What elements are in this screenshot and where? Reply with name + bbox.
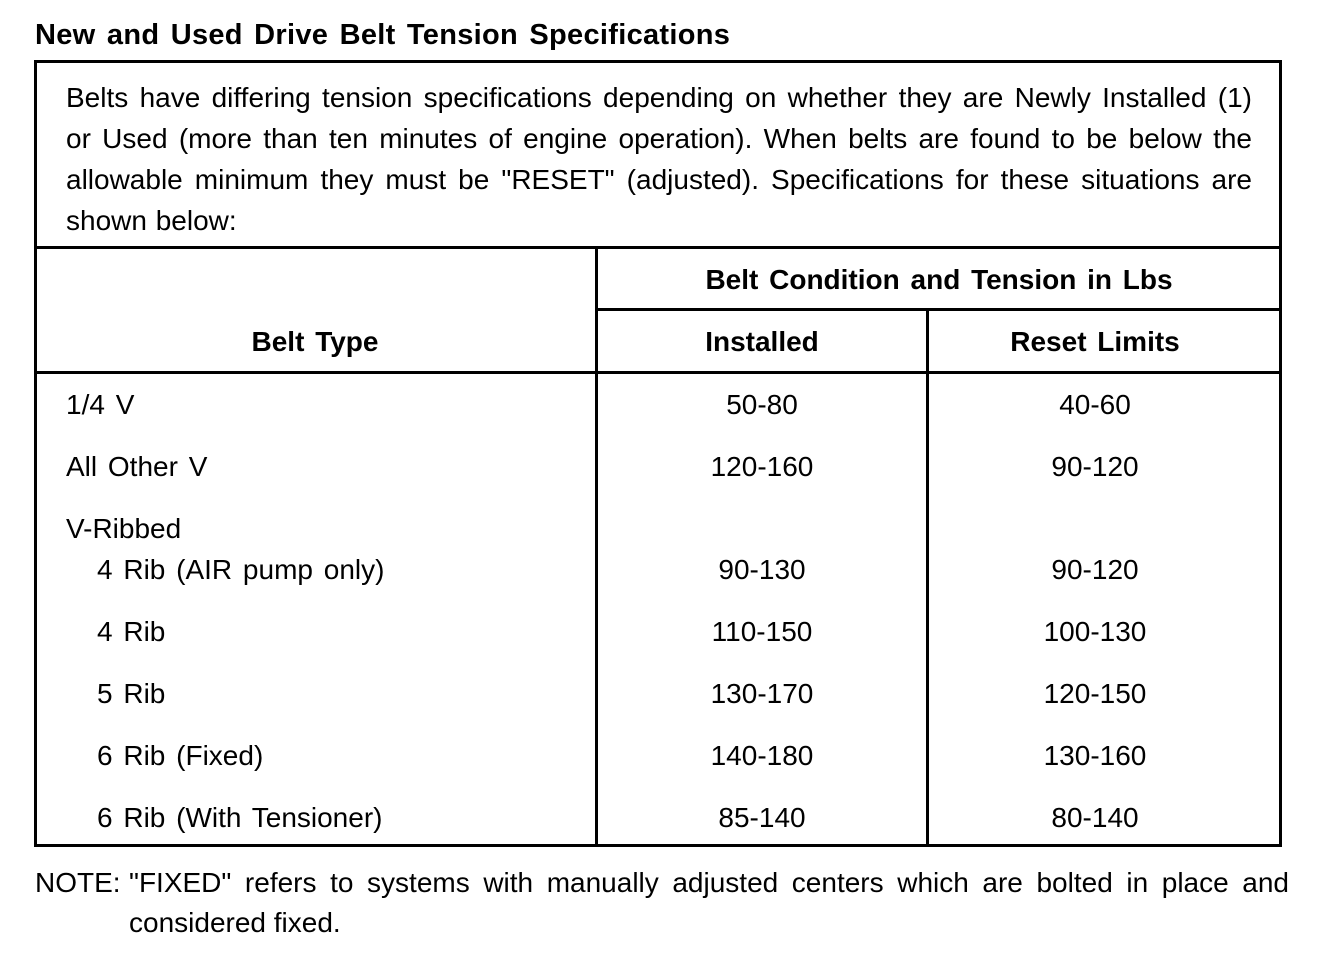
table-row-installed: 85-140 <box>718 802 806 833</box>
table-row-reset: 120-150 <box>1043 678 1147 709</box>
intro-divider <box>34 246 1282 249</box>
table-row-installed: 120-160 <box>710 451 814 482</box>
header-belt-type: Belt Type <box>251 326 379 357</box>
document-title: New and Used Drive Belt Tension Specifications <box>35 19 731 51</box>
table-row-belt-type: 5 Rib <box>97 678 166 709</box>
table-row-installed: 50-80 <box>726 389 798 420</box>
table-row-installed: 90-130 <box>718 554 806 585</box>
table-row-belt-type: 6 Rib (Fixed) <box>97 740 264 771</box>
group-header-divider <box>596 308 1282 311</box>
table-row-reset: 100-130 <box>1043 616 1147 647</box>
table-row-belt-type: 6 Rib (With Tensioner) <box>97 802 383 833</box>
table-row-installed: 140-180 <box>710 740 814 771</box>
table-row-belt-type: 1/4 V <box>66 389 135 420</box>
header-belt-condition: Belt Condition and Tension in Lbs <box>705 264 1173 295</box>
table-row-installed: 130-170 <box>710 678 814 709</box>
header-reset-limits: Reset Limits <box>1010 326 1180 357</box>
header-installed: Installed <box>705 326 819 357</box>
table-row-belt-type: 4 Rib <box>97 616 166 647</box>
table-row-reset: 80-140 <box>1051 802 1139 833</box>
intro-paragraph: Belts have differing tension specifications depending on whether they are Newly Installed (1) or Used (more than ten minutes of engine operation). When belts are found to be below the allowable minimum they must be "RESET" (adjusted). Specifications for these situations are shown below: <box>66 82 1252 236</box>
table-row-belt-type: 4 Rib (AIR pump only) <box>97 554 385 585</box>
header-body-divider <box>34 371 1282 374</box>
table-row-installed: 110-150 <box>711 616 813 647</box>
table-row-reset: 90-120 <box>1051 554 1139 585</box>
table-row-reset: 130-160 <box>1043 740 1147 771</box>
footnote-text: "FIXED" refers to systems with manually adjusted centers which are bolted in place and considered fixed. <box>129 867 1289 938</box>
table-row-category-label: V-Ribbed <box>66 513 182 544</box>
table-row-reset: 40-60 <box>1059 389 1131 420</box>
footnote-label: NOTE: <box>35 867 121 898</box>
table-row-belt-type: All Other V <box>66 451 208 482</box>
table-row-reset: 90-120 <box>1051 451 1139 482</box>
